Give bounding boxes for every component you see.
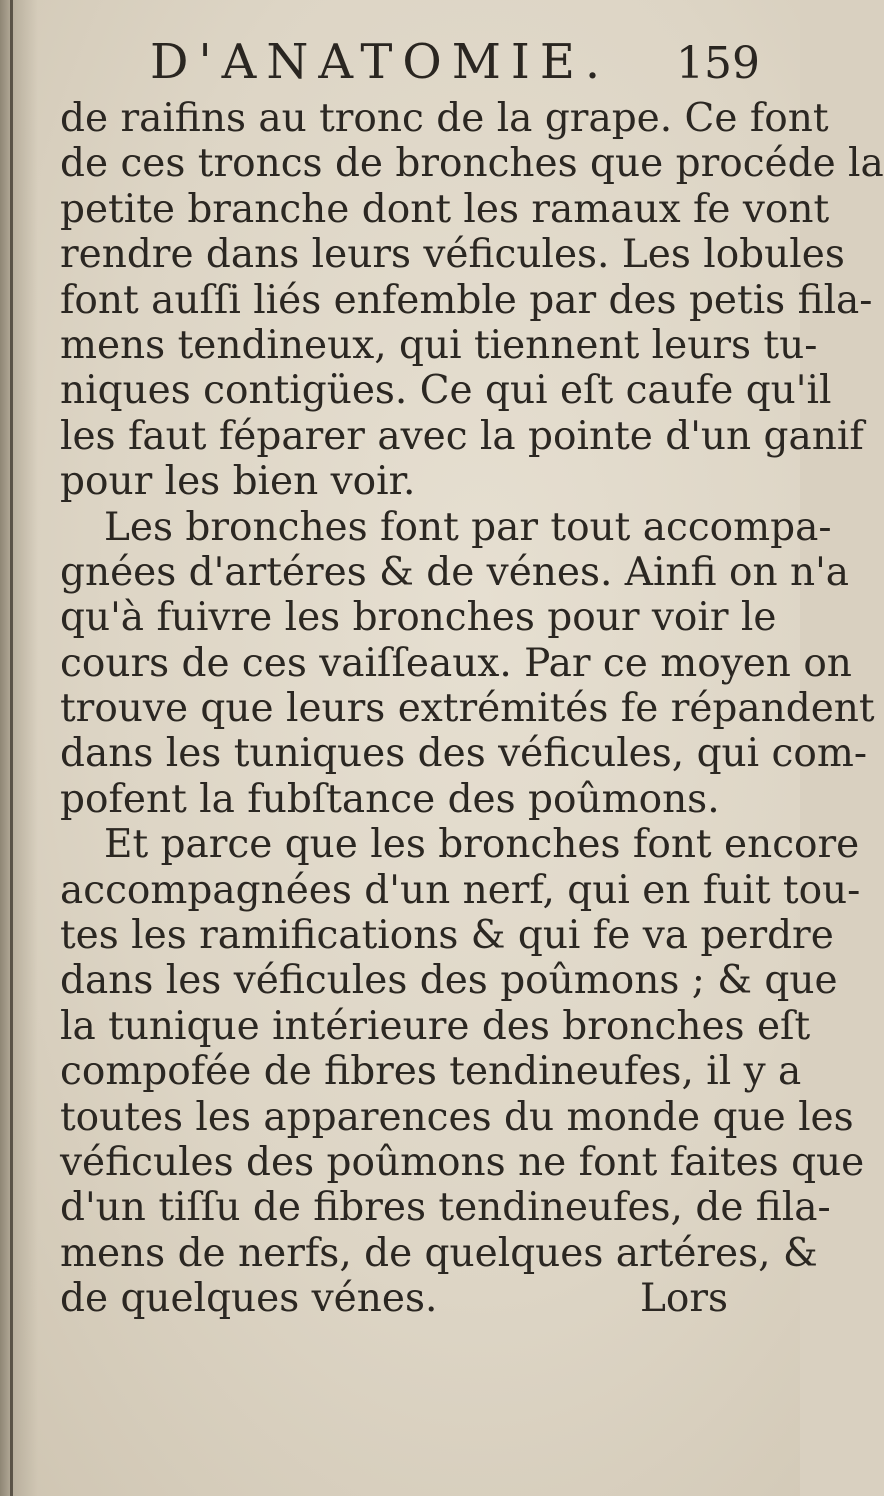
- paragraph-start-line: Et parce que les bronches font encore: [104, 822, 860, 868]
- text-line: mens tendineux, qui tiennent leurs tu-: [60, 322, 818, 368]
- text-line: niques contigües. Ce qui eſt caufe qu'il: [60, 368, 832, 414]
- catchword: Lors: [639, 1276, 728, 1322]
- text-line: font auſſi liés enfemble par des petis fila-: [60, 277, 873, 323]
- text-line: trouve que leurs extrémités fe répandent: [60, 686, 875, 732]
- text-line: gnées d'artéres & de vénes. Ainfi on n'a: [60, 549, 850, 595]
- text-line: de raifins au tronc de la grape. Ce font: [60, 96, 829, 141]
- text-line: mens de nerfs, de quelques artéres, &: [60, 1230, 818, 1276]
- text-line: petite branche dont les ramaux fe vont: [60, 186, 830, 232]
- text-line: tes les ramifications & qui fe va perdre: [60, 913, 834, 959]
- text-line: cours de ces vaiſſeaux. Par ce moyen on: [60, 640, 852, 686]
- text-line: pofent la fubſtance des poûmons.: [60, 776, 720, 822]
- text-line: qu'à fuivre les bronches pour voir le: [60, 595, 777, 641]
- text-line: toutes les apparences du monde que les: [60, 1094, 854, 1140]
- text-line: de ces troncs de bronches que procéde la: [60, 141, 884, 187]
- text-line: d'un tiſſu de fibres tendineufes, de fila-: [60, 1185, 831, 1231]
- text-line: la tunique intérieure des bronches eſt: [60, 1003, 811, 1049]
- page-number: 159: [676, 38, 760, 89]
- text-line: dans les véficules des poûmons ; & que: [60, 958, 838, 1004]
- text-body: [60, 96, 884, 1322]
- text-line: compofée de fibres tendineufes, il y a: [60, 1049, 802, 1095]
- text-line: les faut féparer avec la pointe d'un ganif: [60, 413, 864, 459]
- text-line: de quelques vénes.: [60, 1276, 438, 1322]
- page-header: [0, 22, 800, 92]
- paragraph-start-line: Les bronches font par tout accompa-: [104, 504, 832, 550]
- running-head: D'ANATOMIE.: [150, 34, 611, 90]
- text-line: accompagnées d'un nerf, qui en fuit tou-: [60, 867, 861, 913]
- last-line: [60, 1276, 772, 1321]
- text-line: rendre dans leurs véficules. Les lobules: [60, 232, 845, 278]
- gutter-line: [10, 0, 13, 1496]
- gutter-shadow: [0, 0, 38, 1496]
- text-line: véficules des poûmons ne font faites que: [60, 1139, 865, 1185]
- text-line: pour les bien voir.: [60, 459, 416, 505]
- text-line: dans les tuniques des véficules, qui com-: [60, 731, 868, 777]
